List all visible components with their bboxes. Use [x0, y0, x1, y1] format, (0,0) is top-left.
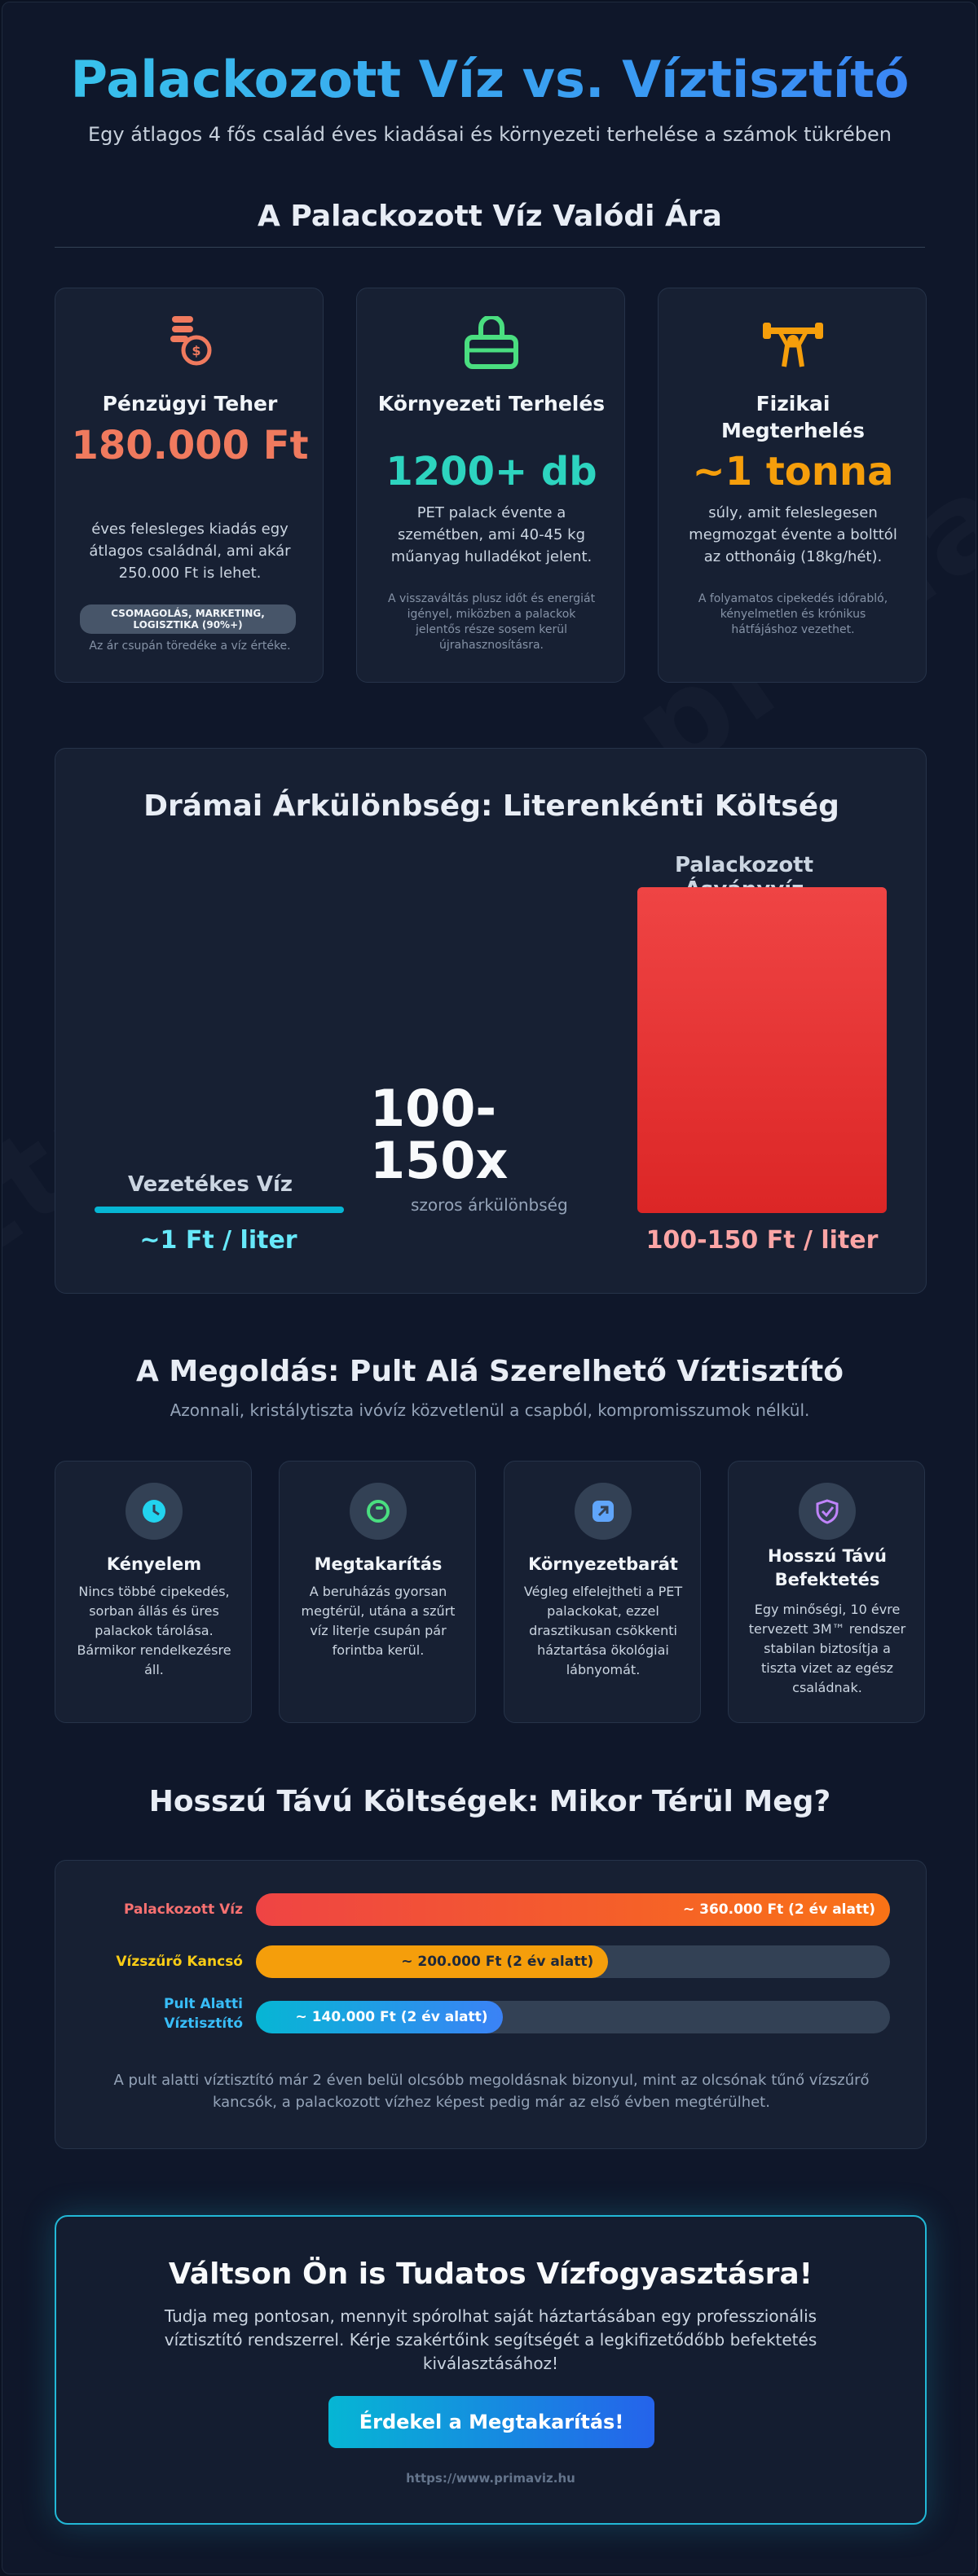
cost-bar-fill: ~ 360.000 Ft (2 év alatt)	[256, 1893, 890, 1926]
svg-text:$: $	[192, 343, 201, 358]
feature-title: Környezetbarát	[528, 1554, 678, 1574]
bottle-price-bar	[637, 887, 887, 1213]
feature-card-comfort	[55, 1461, 252, 1723]
card-description: súly, amit feleslegesen megmozgat évente a bolttól az otthonáig (18kg/hét).	[689, 504, 897, 565]
section-title-solution: A Megoldás: Pult Alá Szerelhető Víztisztító	[136, 1355, 844, 1388]
cost-breakdown-badge: CSOMAGOLÁS, MARKETING, LOGISZTIKA (90%+)	[80, 604, 296, 634]
section-title-real-cost: A Palackozott Víz Valódi Ára	[258, 200, 722, 233]
piggy-bank-icon	[350, 1483, 407, 1540]
card-title: Fizikai Megterhelés	[720, 392, 866, 442]
card-value: ~1 tonna	[692, 449, 894, 495]
coins-icon	[165, 313, 214, 370]
feature-description: A beruházás gyorsan megtérül, utána a szűrt víz literje csupán pár forintba kerül.	[301, 1584, 456, 1658]
card-note: Az ár csupán töredéke a víz értéke.	[89, 640, 291, 653]
feature-card-investment	[728, 1461, 925, 1723]
cta-box	[55, 2215, 927, 2525]
feature-title: Hosszú Távú Befektetés	[768, 1546, 887, 1589]
card-value: 180.000 Ft	[71, 423, 309, 468]
card-title: Pénzügyi Teher	[102, 392, 278, 415]
card-note: A folyamatos cipekedés időrabló, kényelmetlen és krónikus hátfájáshoz vezethet.	[698, 592, 888, 636]
tap-price-bar	[95, 1207, 344, 1213]
price-ratio-caption: szoros árkülönbség	[411, 1195, 568, 1215]
recycle-icon	[575, 1483, 632, 1540]
cta-button[interactable]: Érdekel a Megtakarítás!	[328, 2396, 654, 2448]
feature-description: Végleg elfelejtheti a PET palackokat, ezzel drasztikusan csökkenti háztartása ökológiai lábnyomát.	[523, 1584, 683, 1677]
page-subtitle: Egy átlagos 4 fős család éves kiadásai és környezeti terhelése a számok tükrében	[88, 123, 892, 146]
feature-card-eco	[504, 1461, 701, 1723]
cost-comparison-panel	[55, 1860, 927, 2149]
card-title: Környezeti Terhelés	[377, 392, 606, 415]
cost-bar-fill: ~ 140.000 Ft (2 év alatt)	[256, 2001, 503, 2033]
tap-label: Vezetékes Víz	[127, 1172, 293, 1197]
cost-bar-track	[256, 2001, 890, 2033]
price-comparison-panel	[55, 748, 927, 1294]
cta-title: Váltson Ön is Tudatos Vízfogyasztásra!	[168, 2257, 813, 2291]
feature-description: Egy minőségi, 10 évre tervezett 3M™ rendszer stabilan biztosítja a tiszta vizet az egész családnak.	[748, 1602, 906, 1695]
cost-bar-track	[256, 1893, 890, 1926]
divider	[55, 247, 925, 248]
cost-note: A pult alatti víztisztító már 2 éven belül olcsóbb megoldásnak bizonyul, mint az olcsónak tűnő vízszűrő kancsók, a palackozott vízhez képest pedig már az első évben megtérülhet.	[113, 2072, 870, 2111]
card-description: PET palack évente a szemétben, ami 40-45 kg műanyag hulladékot jelent.	[390, 504, 593, 565]
price-ratio-value: 100-150x	[370, 1079, 509, 1190]
solution-subtitle: Azonnali, kristálytiszta ivóvíz közvetlenül a csapból, kompromisszumok nélkül.	[170, 1400, 810, 1420]
cost-bar-fill: ~ 200.000 Ft (2 év alatt)	[256, 1945, 608, 1978]
cost-bar-track	[256, 1945, 890, 1978]
infographic-frame	[2, 2, 976, 2574]
card-value: 1200+ db	[385, 449, 597, 495]
cost-row-label: Vízszűrő Kancsó	[116, 1954, 243, 1970]
cost-row-label: Palackozott Víz	[123, 1901, 243, 1918]
shield-check-icon	[799, 1483, 856, 1540]
card-physical	[658, 288, 927, 683]
page-title: Palackozott Víz vs. Víztisztító	[2, 50, 976, 109]
card-financial	[55, 288, 324, 683]
cost-row-label: Pult Alatti Víztisztító	[164, 1996, 243, 2032]
weight-lifter-icon	[763, 321, 823, 370]
feature-card-savings	[279, 1461, 476, 1723]
card-description: éves felesleges kiadás egy átlagos családnál, ami akár 250.000 Ft is lehet.	[89, 521, 291, 582]
card-note: A visszaváltás plusz időt és energiát igényel, miközben a palackok jelentős része sosem kerül újrahasznosításra.	[387, 592, 596, 652]
bottle-label: Palackozott	[674, 853, 814, 877]
feature-title: Kényelem	[106, 1554, 202, 1574]
feature-description: Nincs többé cipekedés, sorban állás és üres palackok tárolása. Bármikor rendelkezésre áll.	[77, 1584, 231, 1677]
cta-text: Tudja meg pontosan, mennyit spórolhat saját háztartásában egy professzionális víztisztító rendszerrel. Kérje szakértőink segítségét a legkifizetődőbb befektetés kiválasztásához!	[164, 2306, 817, 2373]
section-title-costs: Hosszú Távú Költségek: Mikor Térül Meg?	[148, 1785, 831, 1818]
feature-title: Megtakarítás	[314, 1554, 443, 1574]
trash-bin-icon	[463, 316, 520, 370]
card-environment	[356, 288, 625, 683]
section-title-price: Drámai Árkülönbség: Literenkénti Költség	[143, 789, 839, 823]
bottle-price: 100-150 Ft / liter	[645, 1226, 879, 1255]
clock-icon	[126, 1483, 183, 1540]
website-url: https://www.primaviz.hu	[406, 2471, 575, 2486]
tap-price: ~1 Ft / liter	[139, 1226, 297, 1255]
